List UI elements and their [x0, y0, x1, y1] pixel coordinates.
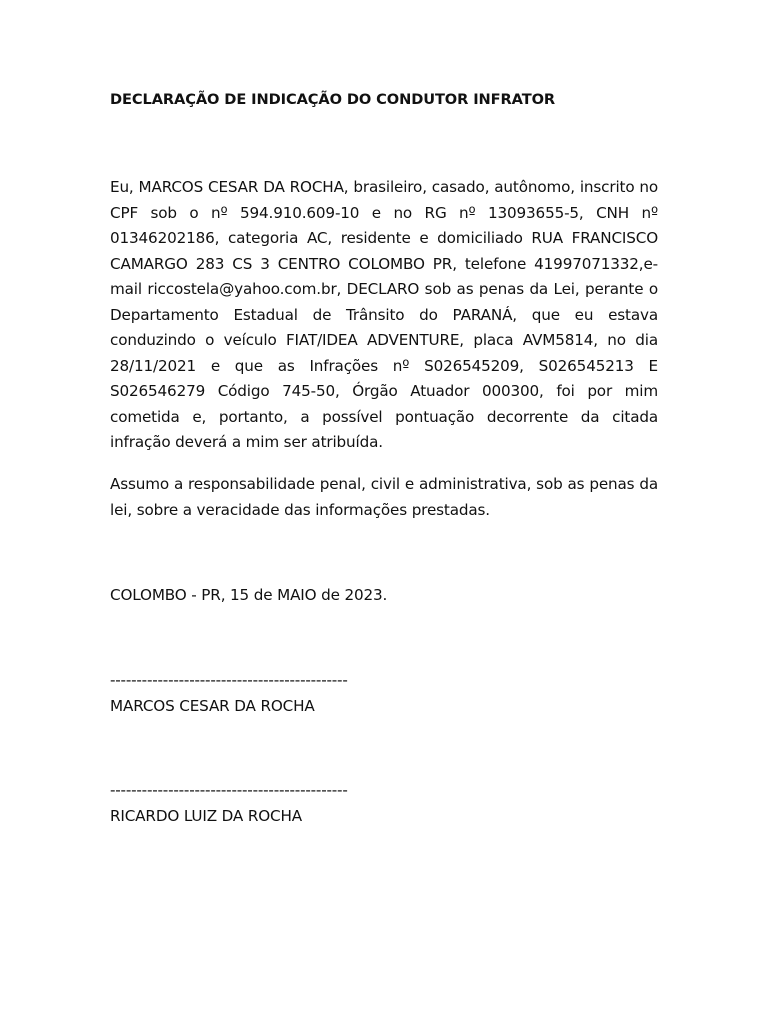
- place-and-date: COLOMBO - PR, 15 de MAIO de 2023.: [110, 586, 388, 604]
- document-title: DECLARAÇÃO DE INDICAÇÃO DO CONDUTOR INFRATOR: [110, 91, 556, 108]
- signature-line-1: ---------------------------------------------: [110, 671, 348, 689]
- document-page: [110, 0, 658, 1024]
- signatory-name-2: RICARDO LUIZ DA ROCHA: [110, 807, 303, 825]
- signature-line-2: ---------------------------------------------: [110, 781, 348, 799]
- signatory-name-1: MARCOS CESAR DA ROCHA: [110, 697, 315, 715]
- declaration-paragraph: Eu, MARCOS CESAR DA ROCHA, brasileiro, casado, autônomo, inscrito no CPF sob o nº 594.910.609-10 e no RG nº 13093655-5, CNH nº 01346202186, categoria AC, residente e domiciliado RUA FRANCISCO CAMARGO 283 CS 3 CENTRO COLOMBO PR, telefone 41997071332,e-mail riccostela@yahoo.com.br, DECLARO sob as penas da Lei, perante o Departamento Estadual de Trânsito do PARANÁ, que eu estava conduzindo o veículo FIAT/IDEA ADVENTURE, placa AVM5814, no dia 28/11/2021 e que as Infrações nº S026545209, S026545213 E S026546279 Código 745-50, Órgão Atuador 000300, foi por mim cometida e, portanto, a possível pontuação decorrente da citada infração deverá a mim ser atribuída.: [110, 178, 658, 451]
- responsibility-paragraph: Assumo a responsabilidade penal, civil e administrativa, sob as penas da lei, sobre a veracidade das informações prestadas.: [110, 475, 658, 519]
